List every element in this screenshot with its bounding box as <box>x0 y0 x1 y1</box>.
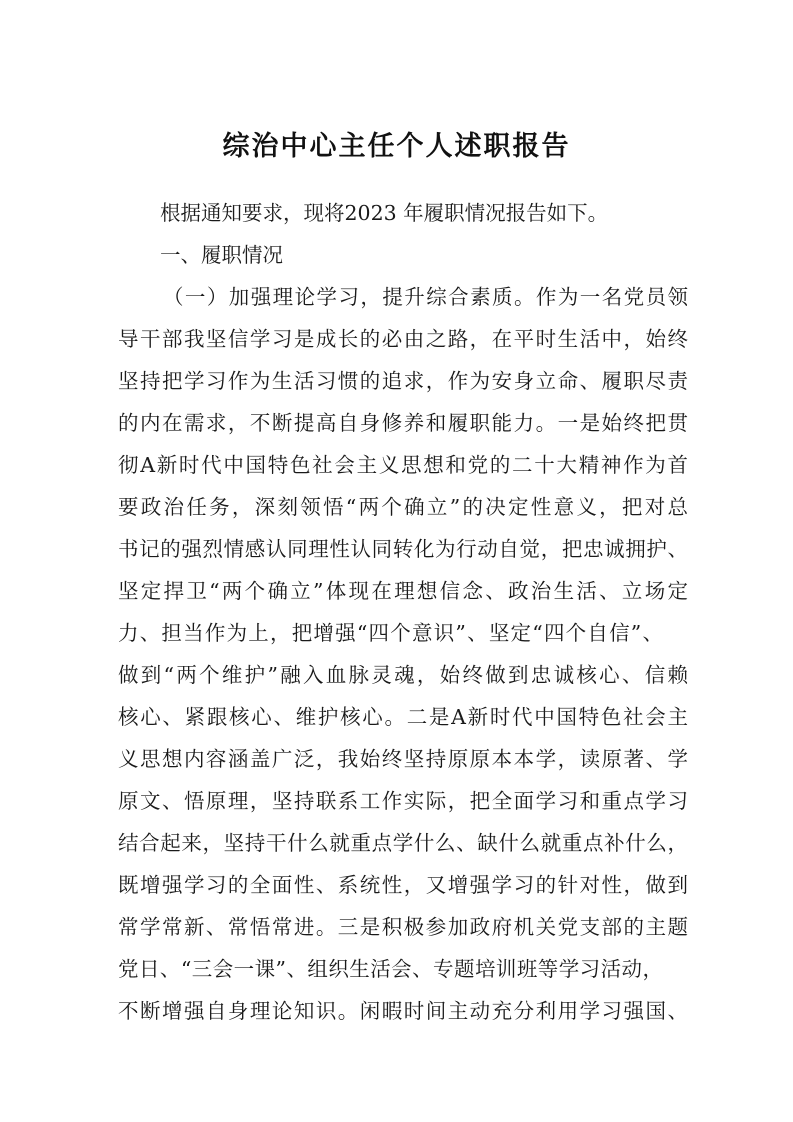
body-line: 做到“两个维护”融入血脉灵魂，始终做到忠诚核心、信赖 <box>118 663 688 687</box>
section-heading: 一、履职情况 <box>160 243 283 267</box>
body-line: 党日、“三会一课”、组织生活会、专题培训班等学习活动， <box>118 957 663 981</box>
body-line: （一）加强理论学习，提升综合素质。作为一名党员领 <box>163 285 688 309</box>
body-line: 常学常新、常悟常进。三是积极参加政府机关党支部的主题 <box>118 915 688 939</box>
body-line: 导干部我坚信学习是成长的必由之路，在平时生活中，始终 <box>118 327 688 351</box>
body-line: 原文、悟原理，坚持联系工作实际，把全面学习和重点学习 <box>118 789 688 813</box>
body-line: 彻A新时代中国特色社会主义思想和党的二十大精神作为首 <box>118 453 688 477</box>
body-line: 义思想内容涵盖广泛，我始终坚持原原本本学，读原著、学 <box>118 747 688 771</box>
body-line: 坚定捍卫“两个确立”体现在理想信念、政治生活、立场定 <box>118 579 688 603</box>
body-line: 要政治任务，深刻领悟“两个确立”的决定性意义，把对总 <box>118 495 688 519</box>
body-line: 核心、紧跟核心、维护核心。二是A新时代中国特色社会主 <box>118 705 688 729</box>
body-line: 书记的强烈情感认同理性认同转化为行动自觉，把忠诚拥护、 <box>118 537 688 561</box>
document-title: 综治中心主任个人述职报告 <box>222 131 571 162</box>
body-line: 结合起来，坚持干什么就重点学什么、缺什么就重点补什么， <box>118 831 688 855</box>
body-line: 的内在需求，不断提高自身修养和履职能力。一是始终把贯 <box>118 411 688 435</box>
body-line: 不断增强自身理论知识。闲暇时间主动充分利用学习强国、 <box>118 999 688 1023</box>
intro-paragraph: 根据通知要求，现将2023 年履职情况报告如下。 <box>160 201 609 225</box>
body-line: 既增强学习的全面性、系统性，又增强学习的针对性，做到 <box>118 873 688 897</box>
body-line: 坚持把学习作为生活习惯的追求，作为安身立命、履职尽责 <box>118 369 688 393</box>
body-line: 力、担当作为上，把增强“四个意识”、坚定“四个自信”、 <box>118 621 663 645</box>
